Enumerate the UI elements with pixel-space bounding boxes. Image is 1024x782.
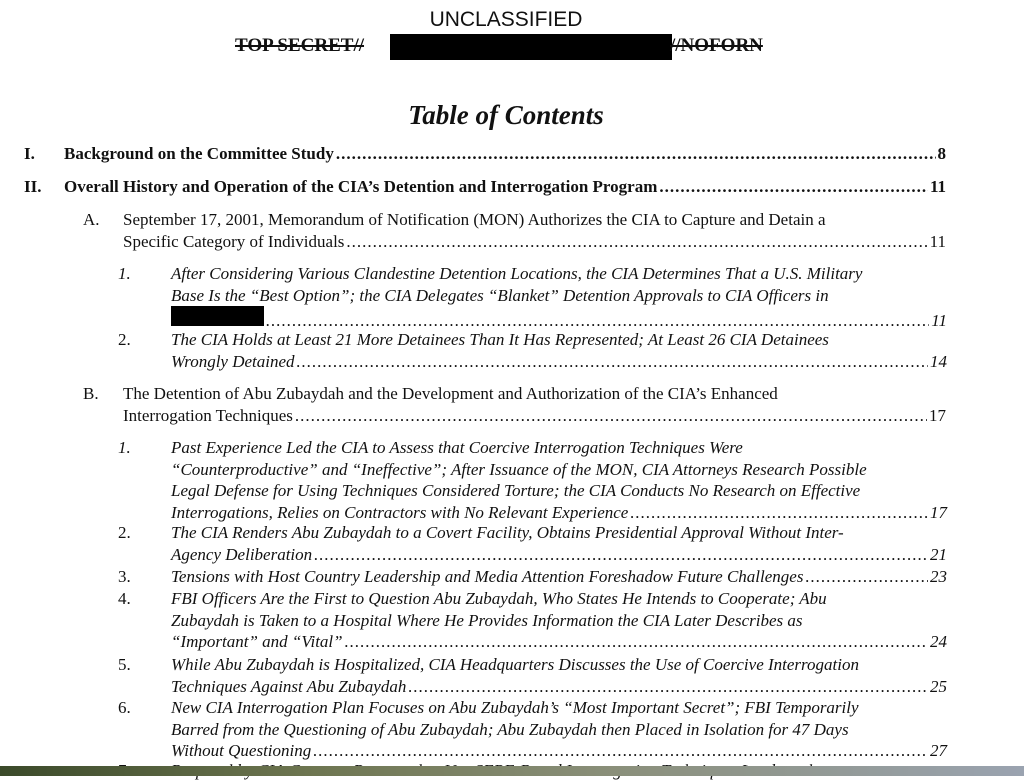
toc-text: New CIA Interrogation Plan Focuses on Abu Zubaydah’s “Most Important Secret”; FBI Temporarily — [171, 698, 859, 717]
toc-page: 8 — [937, 144, 946, 163]
toc-b3 — [171, 566, 947, 588]
toc-page: 21 — [930, 544, 947, 564]
toc-b2-num: 2. — [118, 523, 131, 542]
toc-b2 — [171, 522, 947, 565]
toc-entry-a — [123, 209, 946, 252]
redaction-bar — [171, 306, 264, 326]
toc-text: Legal Defense for Using Techniques Considered Torture; the CIA Conducts No Research on Effective — [171, 481, 861, 500]
toc-entry-i — [24, 143, 35, 165]
toc-page: 17 — [930, 502, 947, 522]
toc-page: 11 — [929, 177, 946, 196]
toc-entry-b-num: B. — [83, 384, 99, 403]
toc-page: 25 — [930, 676, 947, 696]
toc-text: Interrogation Techniques — [123, 405, 293, 425]
toc-a2-num: 2. — [118, 330, 131, 349]
toc-text: Past Experience Led the CIA to Assess that Coercive Interrogation Techniques Were — [171, 438, 743, 457]
toc-b3-num: 3. — [118, 567, 131, 586]
toc-text: FBI Officers Are the First to Question Abu Zubaydah, Who States He Intends to Cooperate; Abu — [171, 589, 827, 608]
unclassified-marking: UNCLASSIFIED — [429, 8, 583, 31]
toc-text: September 17, 2001, Memorandum of Notification (MON) Authorizes the CIA to Capture and Detain a — [123, 210, 826, 229]
toc-text: Interrogations, Relies on Contractors with No Relevant Experience — [171, 502, 629, 522]
toc-page: 14 — [930, 351, 947, 371]
toc-text: Tensions with Host Country Leadership and Media Attention Foreshadow Future Challenges — [171, 567, 804, 586]
toc-page: 24 — [930, 632, 947, 651]
toc-text: Agency Deliberation — [171, 544, 313, 564]
toc-b4 — [171, 588, 947, 653]
classification-line — [232, 34, 792, 60]
classification-right: //NOFORN — [670, 35, 763, 56]
page-title: Table of Contents — [408, 100, 604, 130]
toc-a1: After Considering Various Clandestine Detention Locations, the CIA Determines That a U.S. Military Base Is the “Best Option”; the CIA Delegates “Blanket” Detention Approvals to CIA Officers in ..... 11 — [171, 263, 947, 332]
toc-text: “Counterproductive” and “Ineffective”; After Issuance of the MON, CIA Attorneys Research Possible — [171, 459, 867, 479]
toc-b6 — [171, 697, 947, 762]
toc-entry-i-body — [64, 143, 946, 165]
classification-left: TOP SECRET// — [235, 35, 365, 56]
toc-b1 — [171, 437, 947, 523]
toc-b6-num: 6. — [118, 698, 131, 717]
toc-text: Techniques Against Abu Zubaydah — [171, 676, 407, 696]
toc-entry-ii-body — [64, 176, 946, 198]
toc-text: Overall History and Operation of the CIA’s Detention and Interrogation Program — [64, 177, 658, 196]
toc-page: 27 — [930, 741, 947, 760]
toc-number: II. — [24, 177, 42, 196]
toc-text: Zubaydah is Taken to a Hospital Where He Provides Information the CIA Later Describes as — [171, 610, 803, 630]
redaction-bar — [390, 34, 672, 60]
toc-entry-b — [123, 383, 946, 426]
toc-entry-a-num: A. — [83, 210, 100, 229]
scan-edge-shadow — [0, 766, 1024, 776]
toc-text: “Important” and “Vital” — [171, 632, 343, 651]
toc-text: Without Questioning — [171, 741, 312, 760]
toc-text: The Detention of Abu Zubaydah and the Development and Authorization of the CIA’s Enhanced — [123, 384, 778, 403]
toc-entry-ii — [24, 176, 41, 198]
toc-page: 11 — [931, 311, 947, 330]
toc-text: Specific Category of Individuals — [123, 231, 345, 251]
toc-page: 17 — [929, 405, 946, 425]
toc-a1-num: 1. — [118, 264, 131, 283]
toc-a2: The CIA Holds at Least 21 More Detainees Than It Has Represented; At Least 26 CIA Detainees Wrongly Detained ..... 14 — [171, 329, 947, 372]
toc-b4-num: 4. — [118, 589, 131, 608]
toc-text: The CIA Renders Abu Zubaydah to a Covert Facility, Obtains Presidential Approval Without Inter- — [171, 523, 844, 542]
toc-page: 23 — [930, 567, 947, 586]
toc-text: Background on the Committee Study — [64, 144, 334, 163]
toc-page: 11 — [929, 231, 946, 251]
toc-b5 — [171, 654, 947, 697]
toc-b5-num: 5. — [118, 655, 131, 674]
toc-number: I. — [24, 144, 35, 163]
toc-text: While Abu Zubaydah is Hospitalized, CIA Headquarters Discusses the Use of Coercive Interrogation — [171, 655, 859, 674]
toc-text: Barred from the Questioning of Abu Zubaydah; Abu Zubaydah then Placed in Isolation for 47 Days — [171, 719, 849, 739]
toc-b1-num: 1. — [118, 438, 131, 457]
